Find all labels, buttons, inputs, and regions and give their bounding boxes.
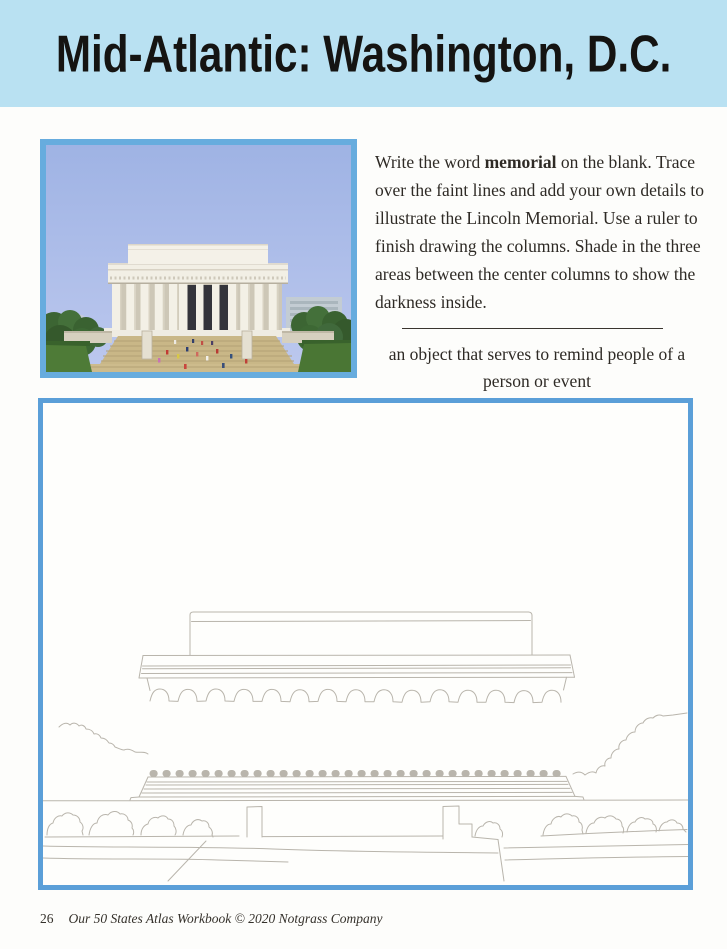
drawing-area[interactable] (38, 398, 693, 890)
page-footer (40, 911, 680, 927)
page-number: 26 (40, 911, 54, 926)
lincoln-memorial-outline-sketch (43, 403, 688, 885)
instructions-bold-word: memorial (484, 151, 557, 172)
page-title: Mid-Atlantic: Washington, D.C. (55, 25, 672, 83)
lincoln-memorial-photo-image (46, 145, 351, 372)
instructions-text-after: on the blank. Trace over the faint lines and add your own details to illustrate the Lincoln Memorial. Use a ruler to finish drawing the columns. Shade in the three areas between the center columns to show the darkness inside. (375, 151, 705, 312)
instructions-text-before: Write the word (375, 151, 485, 172)
instructions-paragraph (375, 148, 705, 316)
footer-credit: Our 50 States Atlas Workbook © 2020 Notgrass Company (68, 911, 383, 926)
header-banner (0, 0, 727, 107)
lincoln-memorial-photo (40, 139, 357, 378)
memorial-answer-blank[interactable] (402, 305, 663, 329)
definition-text: an object that serves to remind people of a person or event (388, 344, 686, 391)
